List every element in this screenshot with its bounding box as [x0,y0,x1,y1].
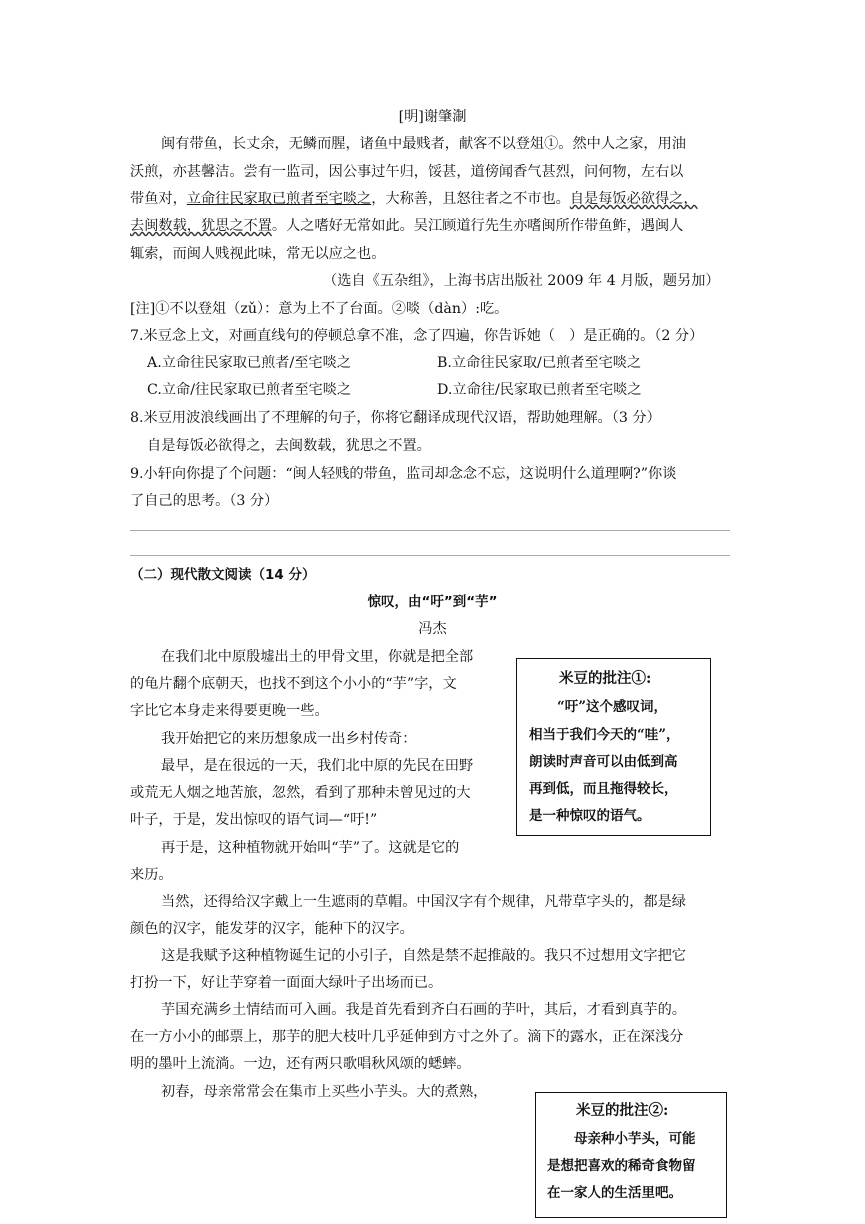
q8-sentence: 自是每饭必欲得之，去闽数载，犹思之不置。 [147,438,431,454]
essay-title: 惊叹，由“吁”到“芋” [367,594,498,610]
essay-line: 打扮一下，好让芋穿着一面面大绿叶子出场而已。 [130,975,443,991]
essay-line: 在一方小小的邮票上，那芋的肥大枝叶几乎延伸到方寸之外了。滴下的露水，正在深浅分 [130,1029,684,1045]
question-7: 7.米豆念上文，对画直线句的停顿总拿不准，念了四遍，你告诉她（ ）是正确的。（2 分） [130,328,704,344]
annotation-2-line: 是想把喜欢的稀奇食物留 [547,1158,696,1174]
essay-line: 或荒无人烟之地苦旅，忽然，看到了那种未曾见过的大 [130,785,471,801]
question-8: 8.米豆用波浪线画出了不理解的句子，你将它翻译成现代汉语，帮助她理解。（3 分） [130,410,661,426]
annotation-2-title: 米豆的批注②: [576,1102,669,1119]
classical-line-3 [130,189,698,209]
essay-line: 再于是，这种植物就开始叫“芋”了。这就是它的 [161,840,460,856]
classical-line-3-pre: 带鱼对， [130,191,187,207]
essay-line: 芋国充满乡土情结而可入画。我是首先看到齐白石画的芋叶，其后，才看到真芋的。 [161,1002,686,1018]
essay-line: 叶子，于是，发出惊叹的语气词—“吁!” [130,812,378,828]
classical-author: [明]谢肇淛 [398,109,467,125]
essay-line: 初春，母亲常常会在集市上买些小芋头。大的煮熟， [161,1084,488,1100]
essay-line: 颜色的汉字，能发芽的汉字，能种下的汉字。 [130,921,414,937]
underlined-sentence: 立命往民家取已煎者至宅啖之 [186,191,372,207]
section-heading: （二）现代散文阅读（14 分） [130,567,316,583]
classical-line-1: 闽有带鱼，长丈余，无鳞而腥，诸鱼中最贱者，献客不以登俎①。然中人之家，用油 [161,136,686,152]
essay-line: 在我们北中原殷墟出土的甲骨文里，你就是把全部 [161,649,474,665]
annotation-1-line: 朗读时声音可以由低到高 [529,754,678,770]
question-9-line-2: 了自己的思考。（3 分） [130,493,279,509]
annotation-1-title: 米豆的批注①: [559,670,652,687]
essay-line: 这是我赋予这种植物诞生记的小引子，自然是禁不起推敲的。我只不过想用文字把它 [161,948,686,964]
classical-line-2: 沃煎，亦甚馨洁。尝有一监司，因公事过午归，馁甚，道傍闻香气甚烈，问何物，左右以 [130,164,684,180]
annotation-2-line: 在一家人的生活里吧。 [547,1185,682,1201]
q7-option-a: A.立命往民家取已煎者/至宅啖之 [147,355,351,371]
annotation-box-1 [516,658,711,836]
essay-line: 当然，还得给汉字戴上一生遮雨的草帽。中国汉字有个规律，凡带草字头的，都是绿 [161,894,686,910]
essay-line: 来历。 [130,867,173,883]
answer-line-1 [130,530,730,531]
essay-line: 的龟片翻个底朝天，也找不到这个小小的“芋”字，文 [130,676,457,692]
essay-line: 字比它本身走来得要更晚一些。 [130,703,329,719]
q7-option-b: B.立命往民家取/已煎者至宅啖之 [437,355,642,371]
classical-note: [注]①不以登俎（zǔ）：意为上不了台面。②啖（dàn）:吃。 [130,301,509,317]
annotation-1-line: 是一种惊叹的语气。 [529,808,651,824]
classical-line-5: 辄索，而闽人贱视此味，常无以应之也。 [130,246,386,262]
question-9-line-1: 9.小轩向你提了个问题：“闽人轻贱的带鱼，监司却念念不忘，这说明什么道理啊?”你谈 [130,466,677,482]
essay-author: 冯杰 [418,621,447,637]
classical-line-4 [130,216,683,236]
classical-source: （选自《五杂组》，上海书店出版社 2009 年 4 月版，题另加） [323,273,720,289]
classical-line-3-mid: ，大称善，且怒往者之不市也。 [371,191,570,207]
essay-line: 明的墨叶上流淌。一边，还有两只歌唱秋风颂的蟋蟀。 [130,1056,471,1072]
wavy-sentence-part-2: 去闽数载，犹思之不置 [130,218,272,234]
annotation-2-line: 母亲种小芋头，可能 [574,1131,696,1147]
essay-line: 我开始把它的来历想象成一出乡村传奇： [161,731,417,747]
annotation-1-line: “吁”这个感叹词， [557,699,668,715]
q7-option-c: C.立命/往民家取已煎者至宅啖之 [147,382,352,398]
annotation-box-2 [535,1092,727,1218]
annotation-1-line: 相当于我们今天的“哇”， [529,727,680,743]
wavy-sentence-part-1: 自是每饭必欲得之， [569,191,698,207]
q7-option-d: D.立命往/民家取已煎者至宅啖之 [437,382,642,398]
annotation-1-line: 再到低，而且拖得较长， [529,781,678,797]
answer-line-2 [130,555,730,556]
classical-line-4-post: 。人之嗜好无常如此。吴江顾道行先生亦嗜闽所作带鱼鲊，遇闽人 [271,218,684,234]
essay-line: 最早，是在很远的一天，我们北中原的先民在田野 [161,758,474,774]
